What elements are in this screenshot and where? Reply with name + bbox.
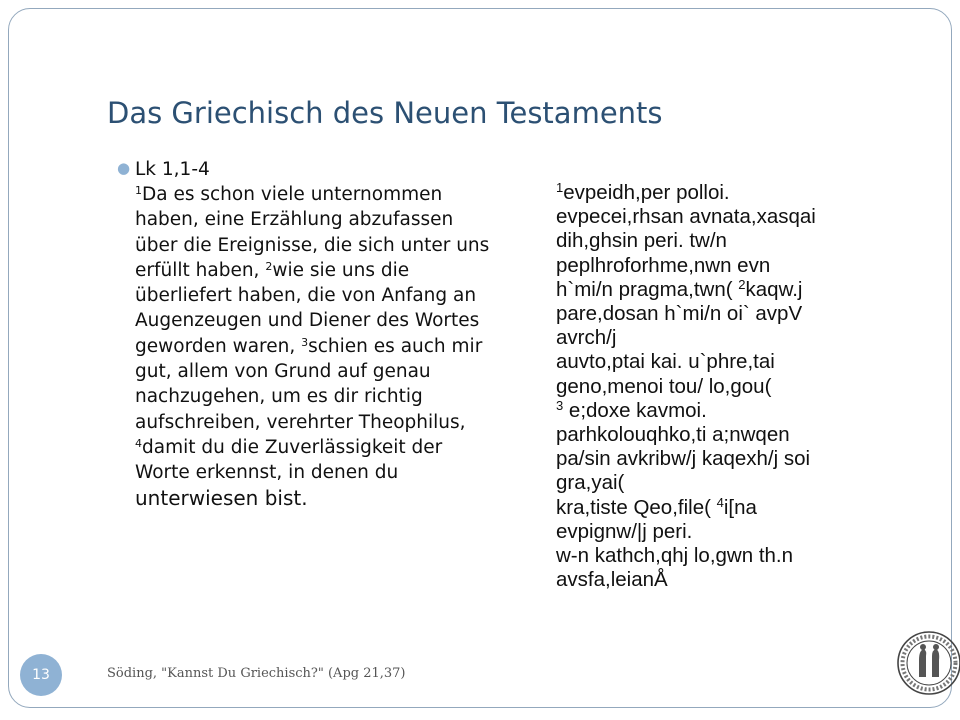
greek-line: parhkolouqhko,ti a;nwqen bbox=[556, 423, 790, 447]
page-number-badge: 13 bbox=[20, 654, 62, 696]
footer-citation: Söding, "Kannst Du Griechisch?" (Apg 21,37) bbox=[107, 666, 406, 681]
greek-line: pa/sin avkribw/j kaqexh/j soi bbox=[556, 447, 811, 471]
verse-number: 1 bbox=[135, 184, 142, 197]
greek-line: pare,dosan h`mi/n oi` avpV bbox=[556, 302, 803, 326]
verse-number: 4 bbox=[716, 494, 724, 510]
verse-number: 1 bbox=[556, 180, 564, 195]
greek-line: avrch/j bbox=[556, 326, 617, 350]
greek-line: $^1$evpeidh,per polloi. bbox=[556, 180, 730, 204]
greek-line: h`mi/n pragma,twn( $^2$kaqw.j bbox=[556, 276, 803, 301]
verse-number: 3 bbox=[556, 397, 564, 413]
university-seal-icon bbox=[896, 630, 960, 696]
greek-line: auvto,ptai kai. u`phre,tai bbox=[556, 350, 775, 374]
greek-line: $^3$ e;doxe kavmoi. bbox=[556, 397, 707, 422]
greek-line: evpecei,rhsan avnata,xasqai bbox=[556, 205, 816, 229]
greek-line: avsfa,leianÅ bbox=[556, 568, 668, 592]
verse-text-end: unterwiesen bist. bbox=[135, 485, 308, 510]
bullet-icon: ● bbox=[117, 159, 131, 177]
greek-line: gra,yai( bbox=[556, 471, 625, 495]
greek-line: w-n kathch,qhj lo,gwn th.n bbox=[556, 544, 794, 568]
verse-number: 4 bbox=[135, 436, 142, 450]
greek-line: dih,ghsin peri. tw/n bbox=[556, 229, 727, 253]
bullet-heading: Lk 1,1-4 bbox=[135, 159, 210, 180]
verse-text: Da es schon viele unternommen haben, eine Erzählung abzufassen über die Ereignisse, die sich unter uns erfüllt haben, bbox=[135, 184, 490, 281]
verse-text: wie sie uns die überliefert haben, die von Anfang an Augenzeugen und Diener des Wortes geworden waren, bbox=[135, 259, 480, 357]
verse-number: 2 bbox=[265, 259, 273, 273]
verse-number: 3 bbox=[301, 335, 309, 349]
slide-title: Das Griechisch des Neuen Testaments bbox=[107, 96, 663, 130]
greek-line: evpignw/|j peri. bbox=[556, 519, 693, 543]
verse-number: 2 bbox=[738, 276, 746, 292]
verse-text: schien es auch mir gut, allem von Grund auf genau nachzugehen, um es dir richtig aufschreiben, verehrter Theophilus, bbox=[135, 335, 483, 433]
verse-4 bbox=[135, 437, 442, 483]
greek-line: geno,menoi tou/ lo,gou( bbox=[556, 374, 772, 398]
greek-column bbox=[556, 181, 916, 592]
german-translation bbox=[135, 182, 495, 512]
verse-text: damit du die Zuverlässigkeit der Worte erkennst, in denen du bbox=[135, 436, 443, 484]
greek-line: kra,tiste Qeo,file( $^4$i[na bbox=[556, 494, 757, 519]
greek-line: peplhroforhme,nwn evn bbox=[556, 253, 771, 277]
